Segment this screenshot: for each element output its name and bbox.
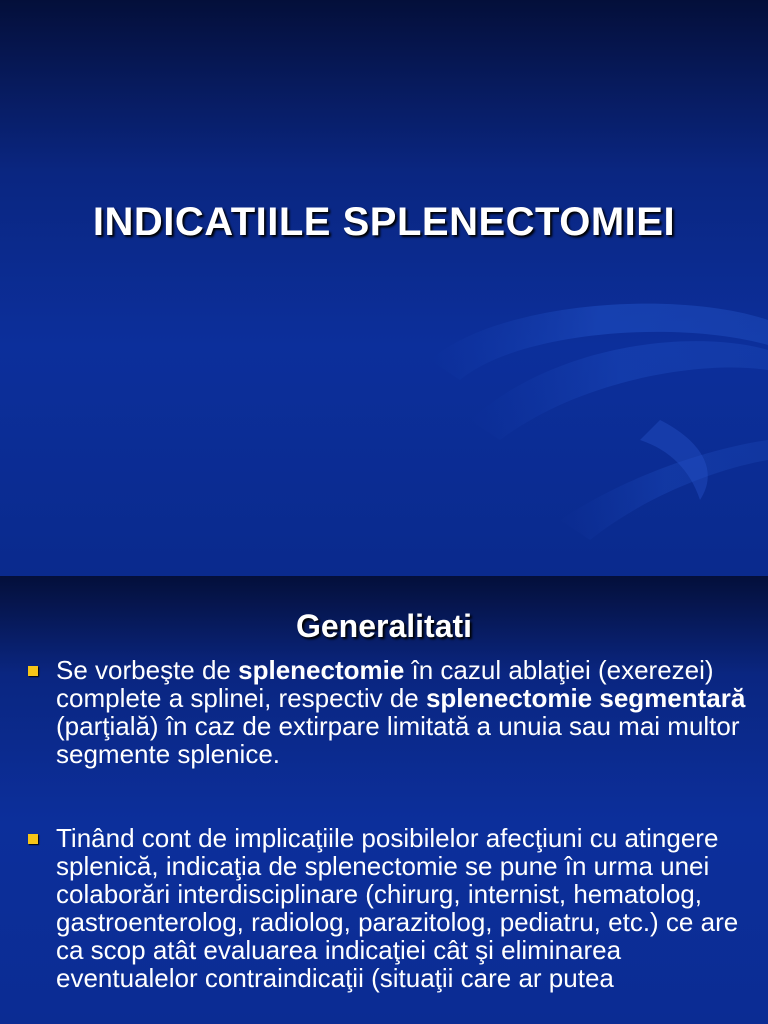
slide-generalitati: [0, 576, 768, 1024]
bullet-text: Se vorbeşte de: [56, 655, 239, 685]
slide-title-text: INDICATIILE SPLENECTOMIEI: [92, 200, 676, 244]
bullet-text: (parţială) în caz de extirpare limitată a unuia sau mai multor segmente splenice.: [56, 711, 740, 769]
bullet-text: Tinând cont de implicaţiile posibilelor afecţiuni cu atingere splenică, indicaţia de splenectomie se pune în urma unei colaborări interdisciplinare (chirurg, internist, hematolog, gastroenterolog, radiolog, parazitolog, pediatru, etc.) ce are ca scop atât evaluarea indicaţiei cât şi eliminarea eventualelor contraindicaţii (situaţii care ar putea: [56, 823, 739, 993]
bullet-item: [26, 824, 746, 992]
bullet-text: în cazul ablaţiei (exerezei) complete a splinei, respectiv de: [56, 655, 714, 713]
bullet-text-bold: splenectomie: [238, 655, 405, 685]
slide-heading: Generalitati: [295, 608, 473, 644]
bullet-list: [26, 656, 746, 1024]
bullet-item: [26, 656, 746, 768]
square-bullet-icon: [28, 834, 38, 844]
square-bullet-icon: [28, 666, 38, 676]
bullet-text-bold: splenectomie segmentară: [425, 683, 746, 713]
